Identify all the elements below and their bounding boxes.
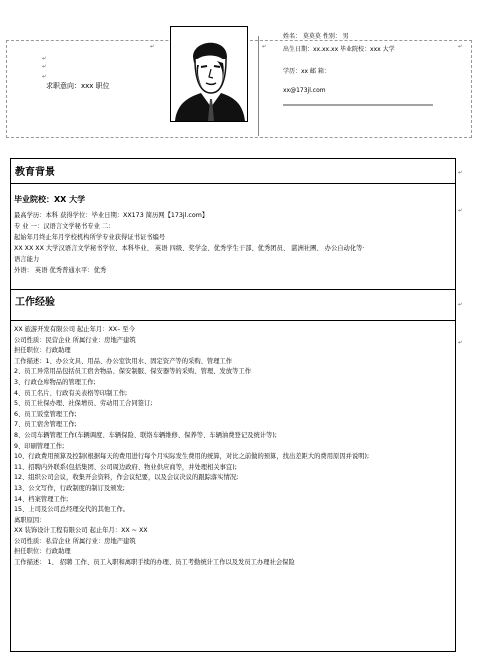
paragraph-mark: ↵	[458, 44, 463, 50]
info-name-gender: 姓名： 莫莫莫 性别： 男	[283, 33, 349, 40]
work-line: 担任职位：行政助理	[14, 548, 71, 556]
education-school: 毕业院校：XX 大学	[14, 195, 86, 204]
paragraph-mark: ↵	[262, 44, 267, 50]
portrait-image	[171, 27, 247, 121]
work-line: 7、员工宿舍管理工作;	[14, 421, 77, 429]
work-line: 5、员工社保办理、社保增员、劳动用工合同签订;	[14, 400, 153, 408]
info-birth-school: 出生日期：xx.xx.xx 毕业院校：xxx 大学	[283, 46, 395, 53]
job-intent: 求职意向：xxx 职位	[46, 82, 110, 90]
education-line: 语言能力	[14, 256, 40, 263]
work-body-box	[10, 320, 456, 652]
education-line: 专 业 一：汉语言文学秘书专业 二：	[14, 223, 115, 230]
work-line: 工作描述： 1、 招聘 工作、员工入职和离职手续的办理、员工考勤统计工作以及发员工办理社会保险	[14, 559, 295, 567]
work-line: 6、员工饭堂管理工作;	[14, 410, 77, 418]
work-line: 离职原因：	[14, 516, 46, 524]
paragraph-mark: ↵	[458, 170, 463, 176]
work-line: 11、招聘内外联系(包括集团、公司周边政府、物业供应商等，并处理相关事宜);	[14, 463, 237, 471]
work-line: 15、上司及公司总经理交代的其他工作。	[14, 506, 130, 514]
paragraph-mark: ↵	[42, 74, 47, 80]
header-divider	[258, 36, 259, 136]
work-line: XX 旅游开发有限公司 起止年月：XX– 至今	[14, 326, 135, 333]
work-line: 10、行政费用预算及控制(根据每天的费用进行每个月实际发生费用的统算，对比之前做的预算，找出差距大的费用原因并说明);	[14, 453, 370, 461]
work-line: XX 装饰设计工程有限公司 起止年月：XX ~ XX	[14, 527, 148, 535]
paragraph-mark: ↵	[150, 44, 155, 50]
info-degree-email: 学历：xx 邮 箱：	[283, 68, 330, 75]
work-line: 8、公司车辆管理工作(车辆调度、车辆保险、联络车辆维修、保养等、车辆油费登记及统计等);	[14, 431, 277, 439]
paragraph-mark: ↵	[42, 56, 47, 62]
work-line: 公司性质：私营企业 所属行业：房地产建筑	[14, 537, 136, 545]
work-line: 4、员工名片、行政有关表格等印制工作;	[14, 389, 128, 397]
education-line: 外语： 英语 优秀普通水平：优秀	[14, 267, 107, 274]
education-lines	[14, 210, 364, 276]
work-line: 14、档案管理工作;	[14, 495, 69, 503]
info-email-address: xx@173jl.com	[283, 87, 326, 94]
work-line: 工作描述：1、办公文具、用品、办公室饮用水、固定资产等的采购、管理工作	[14, 357, 233, 365]
work-title: 工作经验	[15, 297, 55, 308]
education-body-box	[10, 183, 456, 290]
work-line: 3、行政仓库物品的管理工作;	[14, 378, 96, 386]
education-line: 最高学历：本科 获得学位：毕业日期：XX173 简历网【173jl.com】	[14, 212, 209, 219]
paragraph-mark: ↵	[458, 302, 463, 308]
education-title-box	[10, 158, 456, 184]
paragraph-mark: ↵	[42, 64, 47, 70]
work-line: 13、公文写作，行政制度的制订及颁发;	[14, 484, 125, 492]
profile-photo	[170, 26, 248, 122]
work-line: 9、印刷管理工作;	[14, 442, 65, 450]
work-title-box	[10, 289, 456, 321]
education-line: 起始年月终止年月学校机构所学专业获得证书证书编号	[14, 234, 166, 241]
work-line: 12、组织公司会议，收集开会资料，作会议纪要，以及会议决议的跟踪落实情况;	[14, 474, 239, 482]
education-line: XX XX XX 大学汉语言文学秘书学位、本科毕业、 英语 四级、奖学金、优秀学生干部、优秀团员、 湛洲社團、 办公自动化等·	[14, 245, 365, 252]
paragraph-mark: ↵	[458, 340, 463, 346]
work-lines	[14, 325, 369, 569]
work-line: 公司性质：民营企业 所属行业：房地产建筑	[14, 336, 136, 344]
education-title: 教育背景	[15, 167, 55, 178]
truncated-text-line	[283, 104, 433, 106]
work-line: 2、员工异常用品包括员工宿舍物品、保安制服、保安器等的采购、管理、发放等工作	[14, 368, 251, 376]
paragraph-mark: ↵	[458, 208, 463, 214]
work-line: 担任职位：行政助理	[14, 347, 71, 355]
